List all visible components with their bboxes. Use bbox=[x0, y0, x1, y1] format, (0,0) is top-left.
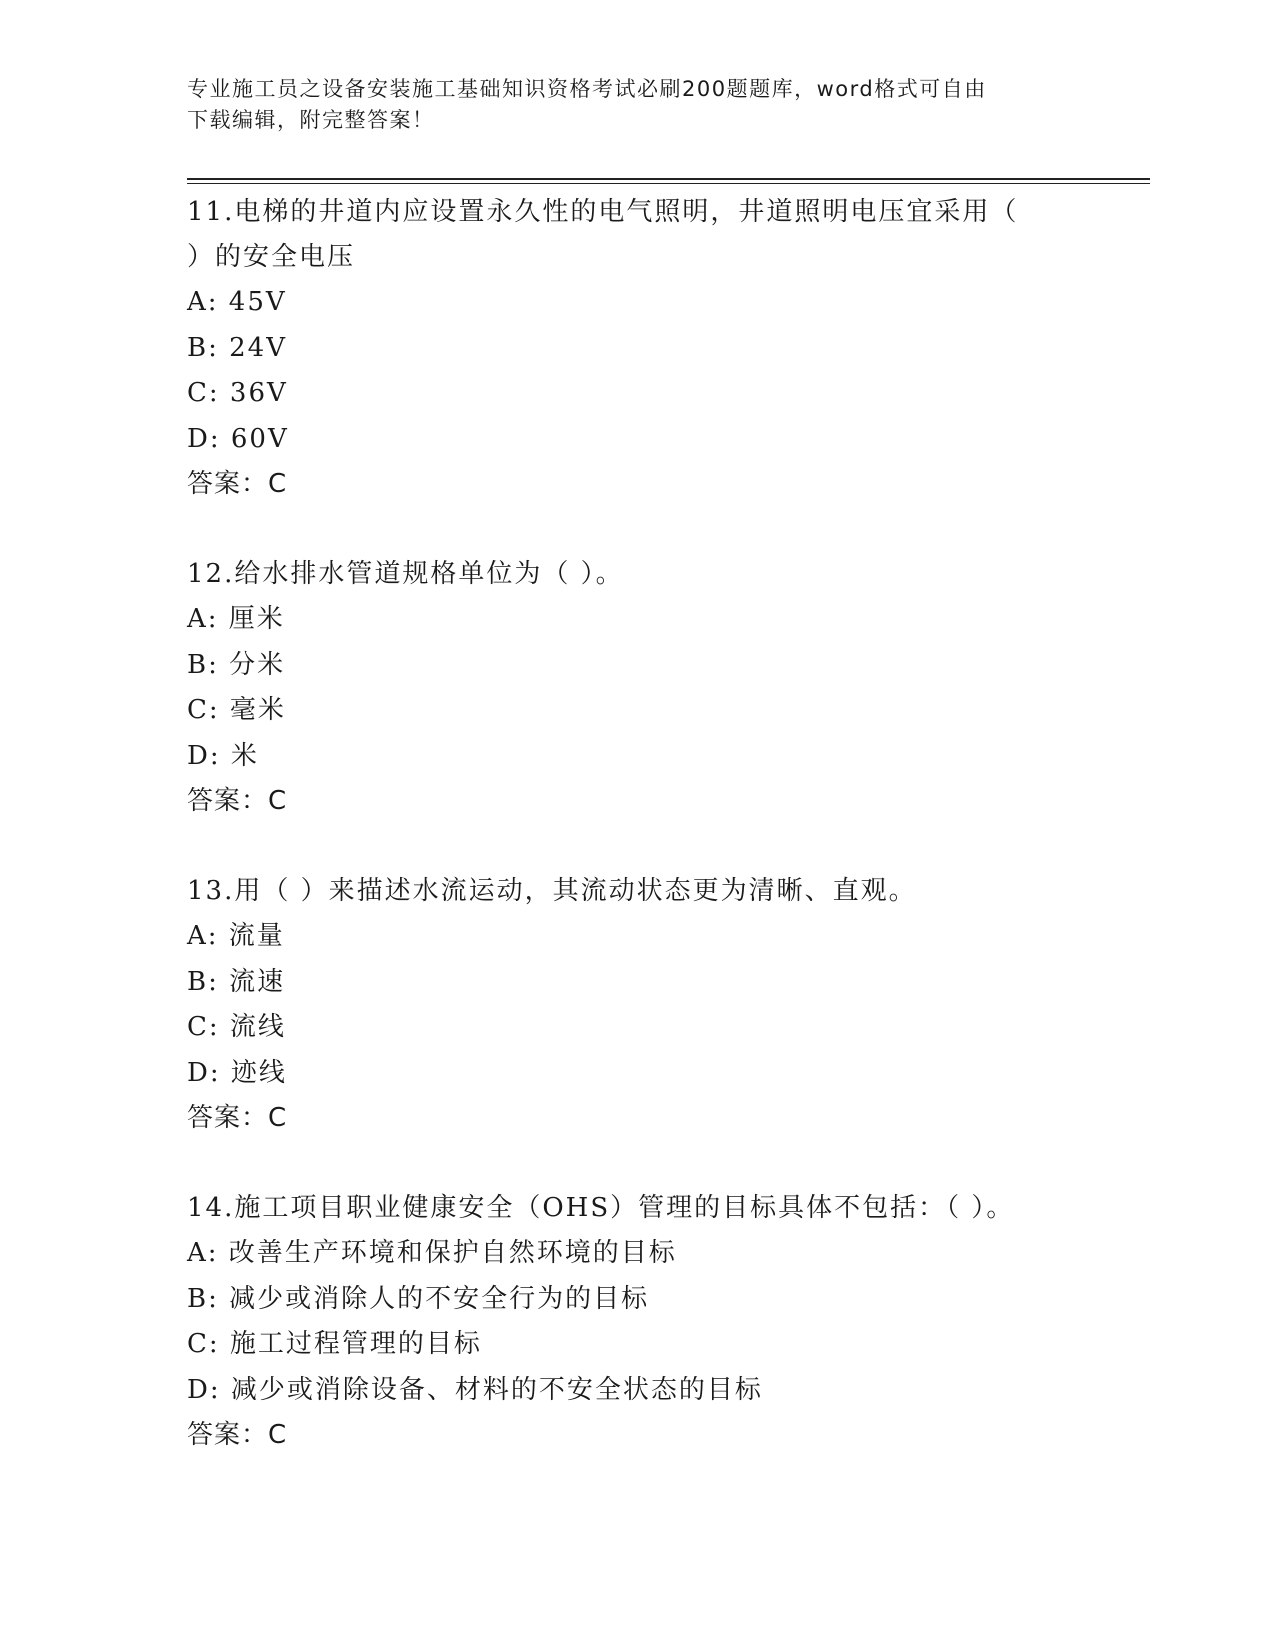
option-a: A: 厘米 bbox=[187, 604, 285, 634]
question-12 bbox=[187, 552, 1087, 824]
question-spacer bbox=[187, 507, 1087, 552]
question-spacer bbox=[187, 824, 1087, 869]
answer: 答案：C bbox=[187, 1420, 288, 1450]
answer: 答案：C bbox=[187, 1103, 288, 1133]
option-c: C: 流线 bbox=[187, 1012, 286, 1042]
option-c: C: 36V bbox=[187, 378, 288, 408]
header-line-1: 专业施工员之设备安装施工基础知识资格考试必刷200题题库，word格式可自由 bbox=[187, 77, 987, 101]
option-c: C: 毫米 bbox=[187, 695, 286, 725]
option-d: D: 减少或消除设备、材料的不安全状态的目标 bbox=[187, 1374, 763, 1405]
option-a: A: 45V bbox=[187, 287, 287, 317]
header-divider-thin bbox=[187, 183, 1150, 184]
option-c: C: 施工过程管理的目标 bbox=[187, 1329, 482, 1359]
question-spacer bbox=[187, 1141, 1087, 1186]
question-stem: 12.给水排水管道规格单位为（ ）。 bbox=[187, 559, 624, 589]
answer: 答案：C bbox=[187, 786, 288, 816]
option-a: A: 改善生产环境和保护自然环境的目标 bbox=[187, 1238, 677, 1268]
header-divider-thick bbox=[187, 178, 1150, 180]
option-b: B: 24V bbox=[187, 332, 287, 363]
question-stem: 11.电梯的井道内应设置永久性的电气照明，井道照明电压宜采用（ bbox=[187, 197, 1019, 227]
question-stem: 13.用（ ）来描述水流运动，其流动状态更为清晰、直观。 bbox=[187, 876, 917, 906]
question-list bbox=[187, 190, 1087, 1458]
question-stem-continued: ）的安全电压 bbox=[187, 242, 356, 272]
option-d: D: 米 bbox=[187, 740, 259, 771]
document-header bbox=[187, 74, 1067, 136]
question-13 bbox=[187, 869, 1087, 1141]
question-stem: 14.施工项目职业健康安全（OHS）管理的目标具体不包括：（ ）。 bbox=[187, 1193, 1015, 1223]
answer: 答案：C bbox=[187, 469, 288, 499]
option-b: B: 流速 bbox=[187, 966, 286, 997]
question-11 bbox=[187, 190, 1087, 507]
option-d: D: 60V bbox=[187, 423, 289, 454]
option-d: D: 迹线 bbox=[187, 1057, 287, 1088]
option-a: A: 流量 bbox=[187, 921, 285, 951]
option-b: B: 减少或消除人的不安全行为的目标 bbox=[187, 1283, 650, 1314]
header-line-2: 下载编辑，附完整答案！ bbox=[187, 108, 435, 132]
option-b: B: 分米 bbox=[187, 649, 286, 680]
question-14 bbox=[187, 1186, 1087, 1458]
